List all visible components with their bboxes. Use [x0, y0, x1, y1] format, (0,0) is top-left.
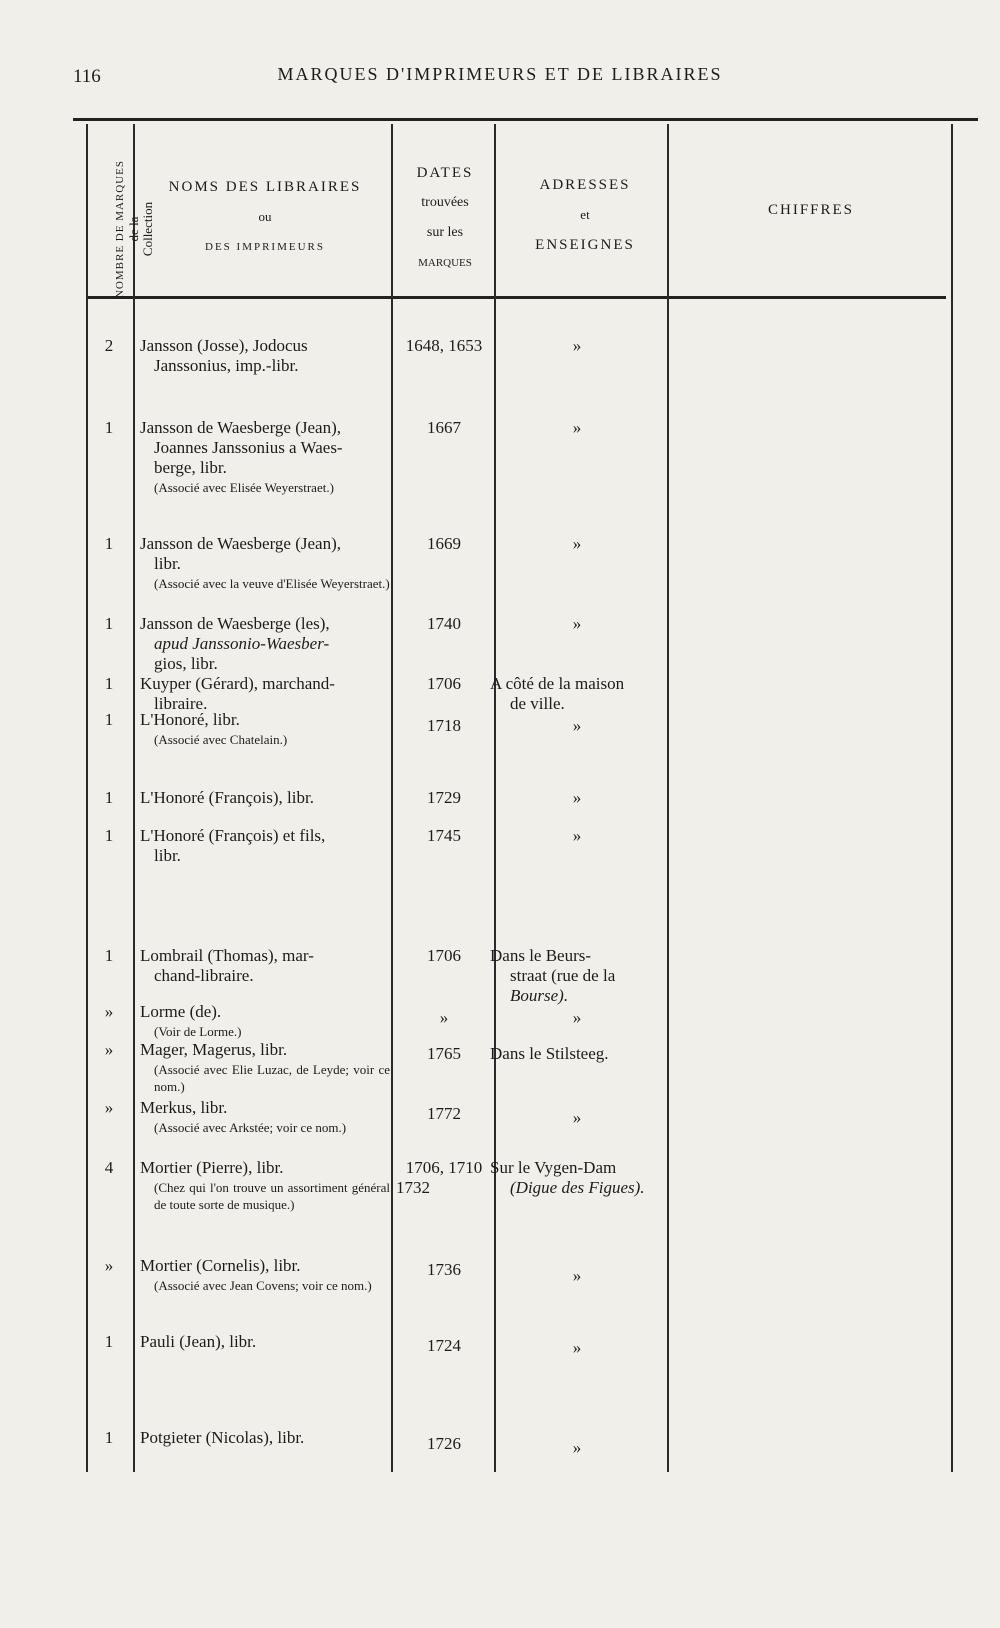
name-line: Joannes Janssonius a Waes- — [154, 438, 343, 457]
date-cell: 1706 — [427, 674, 461, 693]
address-line: Sur le Vygen-Dam — [490, 1158, 617, 1177]
address-line: » — [572, 1338, 582, 1357]
mark-count: 4 — [104, 1158, 114, 1177]
page-number: 116 — [73, 66, 101, 87]
address-line: Dans le Beurs- — [490, 946, 592, 965]
address-cell — [490, 418, 664, 438]
address-line: Dans le Stilsteeg. — [490, 1044, 609, 1063]
address-line: » — [572, 1108, 582, 1127]
name-line: berge, libr. — [154, 458, 227, 477]
table-border-right — [951, 124, 953, 1472]
addr-header-line: et — [580, 207, 590, 222]
address-cell — [490, 336, 664, 356]
name-line: Jansson de Waesberge (Jean), — [140, 534, 341, 553]
mark-count: 1 — [104, 418, 114, 437]
column-divider — [133, 124, 135, 1472]
mark-count: 1 — [104, 534, 114, 553]
mark-count: » — [104, 1040, 114, 1059]
mark-count: 1 — [104, 826, 114, 845]
address-line: » — [572, 418, 582, 437]
mark-count: 1 — [104, 710, 114, 729]
address-cell — [490, 1332, 664, 1358]
name-cell — [140, 1098, 390, 1136]
dates-header-line: trouvées — [421, 195, 469, 210]
date-cell: 1765 — [427, 1044, 461, 1063]
date-cell: 1745 — [427, 826, 461, 845]
name-line: Lombrail (Thomas), mar- — [140, 946, 314, 965]
column-header-addresses — [505, 170, 665, 260]
name-note: (Associé avec Elisée Weyerstraet.) — [154, 480, 334, 495]
name-cell — [140, 1428, 390, 1448]
dates-header-line: MARQUES — [418, 257, 472, 269]
name-cell — [140, 336, 390, 376]
address-cell — [490, 1158, 664, 1198]
date-cell: 1729 — [427, 788, 461, 807]
name-note: (Voir de Lorme.) — [154, 1024, 242, 1039]
name-cell — [140, 826, 390, 866]
name-line: Mager, Magerus, libr. — [140, 1040, 288, 1059]
dates-header-line: DATES — [416, 165, 474, 181]
name-cell — [140, 1332, 390, 1352]
address-line: de ville. — [510, 694, 565, 713]
date-line: 1732 — [396, 1178, 430, 1197]
name-cell — [140, 788, 390, 808]
name-note: (Associé avec Jean Covens; voir ce nom.) — [154, 1278, 372, 1293]
mark-count: 1 — [104, 788, 114, 807]
date-cell: 1667 — [427, 418, 461, 437]
address-line: » — [572, 614, 582, 633]
date-cell: 1726 — [427, 1434, 461, 1453]
address-cell — [490, 1002, 664, 1028]
mark-count: 1 — [104, 946, 114, 965]
mark-count: » — [104, 1098, 114, 1117]
address-line: Bourse). — [510, 986, 569, 1005]
name-line: Lorme (de). — [140, 1002, 222, 1021]
header-rule — [88, 296, 946, 299]
name-line: L'Honoré, libr. — [140, 710, 240, 729]
address-line: » — [572, 1438, 582, 1457]
mark-count: » — [104, 1256, 114, 1275]
date-cell: 1724 — [427, 1336, 461, 1355]
date-cell: 1740 — [427, 614, 461, 633]
table-border-left — [86, 124, 88, 1472]
address-line: A côté de la maison — [490, 674, 625, 693]
address-cell — [490, 1428, 664, 1458]
name-cell — [140, 1158, 390, 1213]
name-line: Kuyper (Gérard), marchand- — [140, 674, 335, 693]
count-header-line: Collection — [140, 201, 155, 257]
top-rule — [73, 118, 978, 121]
address-cell — [490, 826, 664, 846]
address-cell — [490, 614, 664, 634]
name-line: Merkus, libr. — [140, 1098, 228, 1117]
name-line: L'Honoré (François), libr. — [140, 788, 314, 807]
name-line: apud Janssonio-Waesber- — [154, 634, 330, 653]
name-line: Mortier (Pierre), libr. — [140, 1158, 284, 1177]
address-cell — [490, 1040, 664, 1064]
address-cell — [490, 946, 664, 1006]
name-cell — [140, 674, 390, 714]
name-note: (Associé avec la veuve d'Elisée Weyerstraet.) — [154, 576, 390, 591]
date-line: 1706, 1710 — [405, 1158, 483, 1177]
column-divider — [667, 124, 669, 1472]
address-line: » — [572, 534, 582, 553]
date-cell: 1736 — [427, 1260, 461, 1279]
dates-header-line: sur les — [426, 225, 464, 240]
name-line: Jansson de Waesberge (Jean), — [140, 418, 341, 437]
date-cell: 1669 — [427, 534, 461, 553]
column-divider — [391, 124, 393, 1472]
address-cell — [490, 1098, 664, 1128]
name-line: libr. — [154, 554, 181, 573]
mark-count: 1 — [104, 614, 114, 633]
address-cell — [490, 674, 664, 714]
addr-header-line: ADRESSES — [539, 177, 631, 193]
name-line: Pauli (Jean), libr. — [140, 1332, 257, 1351]
address-line: » — [572, 788, 582, 807]
names-header-line: NOMS DES LIBRAIRES — [168, 179, 362, 195]
name-cell — [140, 1256, 390, 1294]
name-line: chand-libraire. — [154, 966, 254, 985]
name-note: (Associé avec Elie Luzac, de Leyde; voir ce nom.) — [154, 1062, 390, 1094]
name-note: (Associé avec Chatelain.) — [154, 732, 288, 747]
date-cell: 1772 — [427, 1104, 461, 1123]
name-line: Mortier (Cornelis), libr. — [140, 1256, 301, 1275]
count-header-line: NOMBRE DE MARQUES — [114, 160, 126, 299]
name-cell — [140, 534, 390, 592]
name-cell — [140, 418, 390, 496]
column-header-names — [140, 172, 390, 262]
date-cell — [394, 1158, 494, 1198]
count-header-line: de la — [126, 216, 141, 242]
address-line: » — [572, 336, 582, 355]
address-line: » — [572, 1008, 582, 1027]
running-title: MARQUES D'IMPRIMEURS ET DE LIBRAIRES — [277, 64, 723, 84]
mark-count: 1 — [104, 674, 114, 693]
name-line: libraire. — [154, 694, 208, 713]
name-cell — [140, 710, 390, 748]
date-cell: 1706 — [427, 946, 461, 965]
address-cell — [490, 1256, 664, 1286]
date-cell: 1718 — [427, 716, 461, 735]
address-cell — [490, 534, 664, 554]
mark-count: 1 — [104, 1428, 114, 1447]
address-line: » — [572, 716, 582, 735]
mark-count: » — [104, 1002, 114, 1021]
address-cell — [490, 788, 664, 808]
address-line: straat (rue de la — [510, 966, 616, 985]
date-cell: 1648, 1653 — [405, 336, 483, 355]
date-cell: » — [439, 1008, 449, 1027]
name-line: Jansson de Waesberge (les), — [140, 614, 330, 633]
column-header-chiffres: CHIFFRES — [767, 202, 855, 218]
name-note: (Associé avec Arkstée; voir ce nom.) — [154, 1120, 347, 1135]
name-cell — [140, 1002, 390, 1040]
name-line: Janssonius, imp.-libr. — [154, 356, 299, 375]
name-line: Potgieter (Nicolas), libr. — [140, 1428, 305, 1447]
addr-header-line: ENSEIGNES — [535, 237, 635, 253]
name-cell — [140, 1040, 390, 1095]
name-line: gios, libr. — [154, 654, 218, 673]
mark-count: 1 — [104, 1332, 114, 1351]
address-cell — [490, 710, 664, 736]
name-cell — [140, 614, 390, 674]
name-cell — [140, 946, 390, 986]
name-line: L'Honoré (François) et fils, — [140, 826, 326, 845]
address-line: » — [572, 826, 582, 845]
names-header-line: DES IMPRIMEURS — [205, 241, 325, 253]
name-note: (Chez qui l'on trouve un assortiment général de toute sorte de musique.) — [154, 1180, 390, 1212]
names-header-line: ou — [258, 209, 272, 224]
name-line: Jansson (Josse), Jodocus — [140, 336, 308, 355]
mark-count: 2 — [104, 336, 114, 355]
column-header-dates — [398, 158, 492, 278]
address-line: (Digue des Figues). — [510, 1178, 645, 1197]
name-line: libr. — [154, 846, 181, 865]
address-line: » — [572, 1266, 582, 1285]
